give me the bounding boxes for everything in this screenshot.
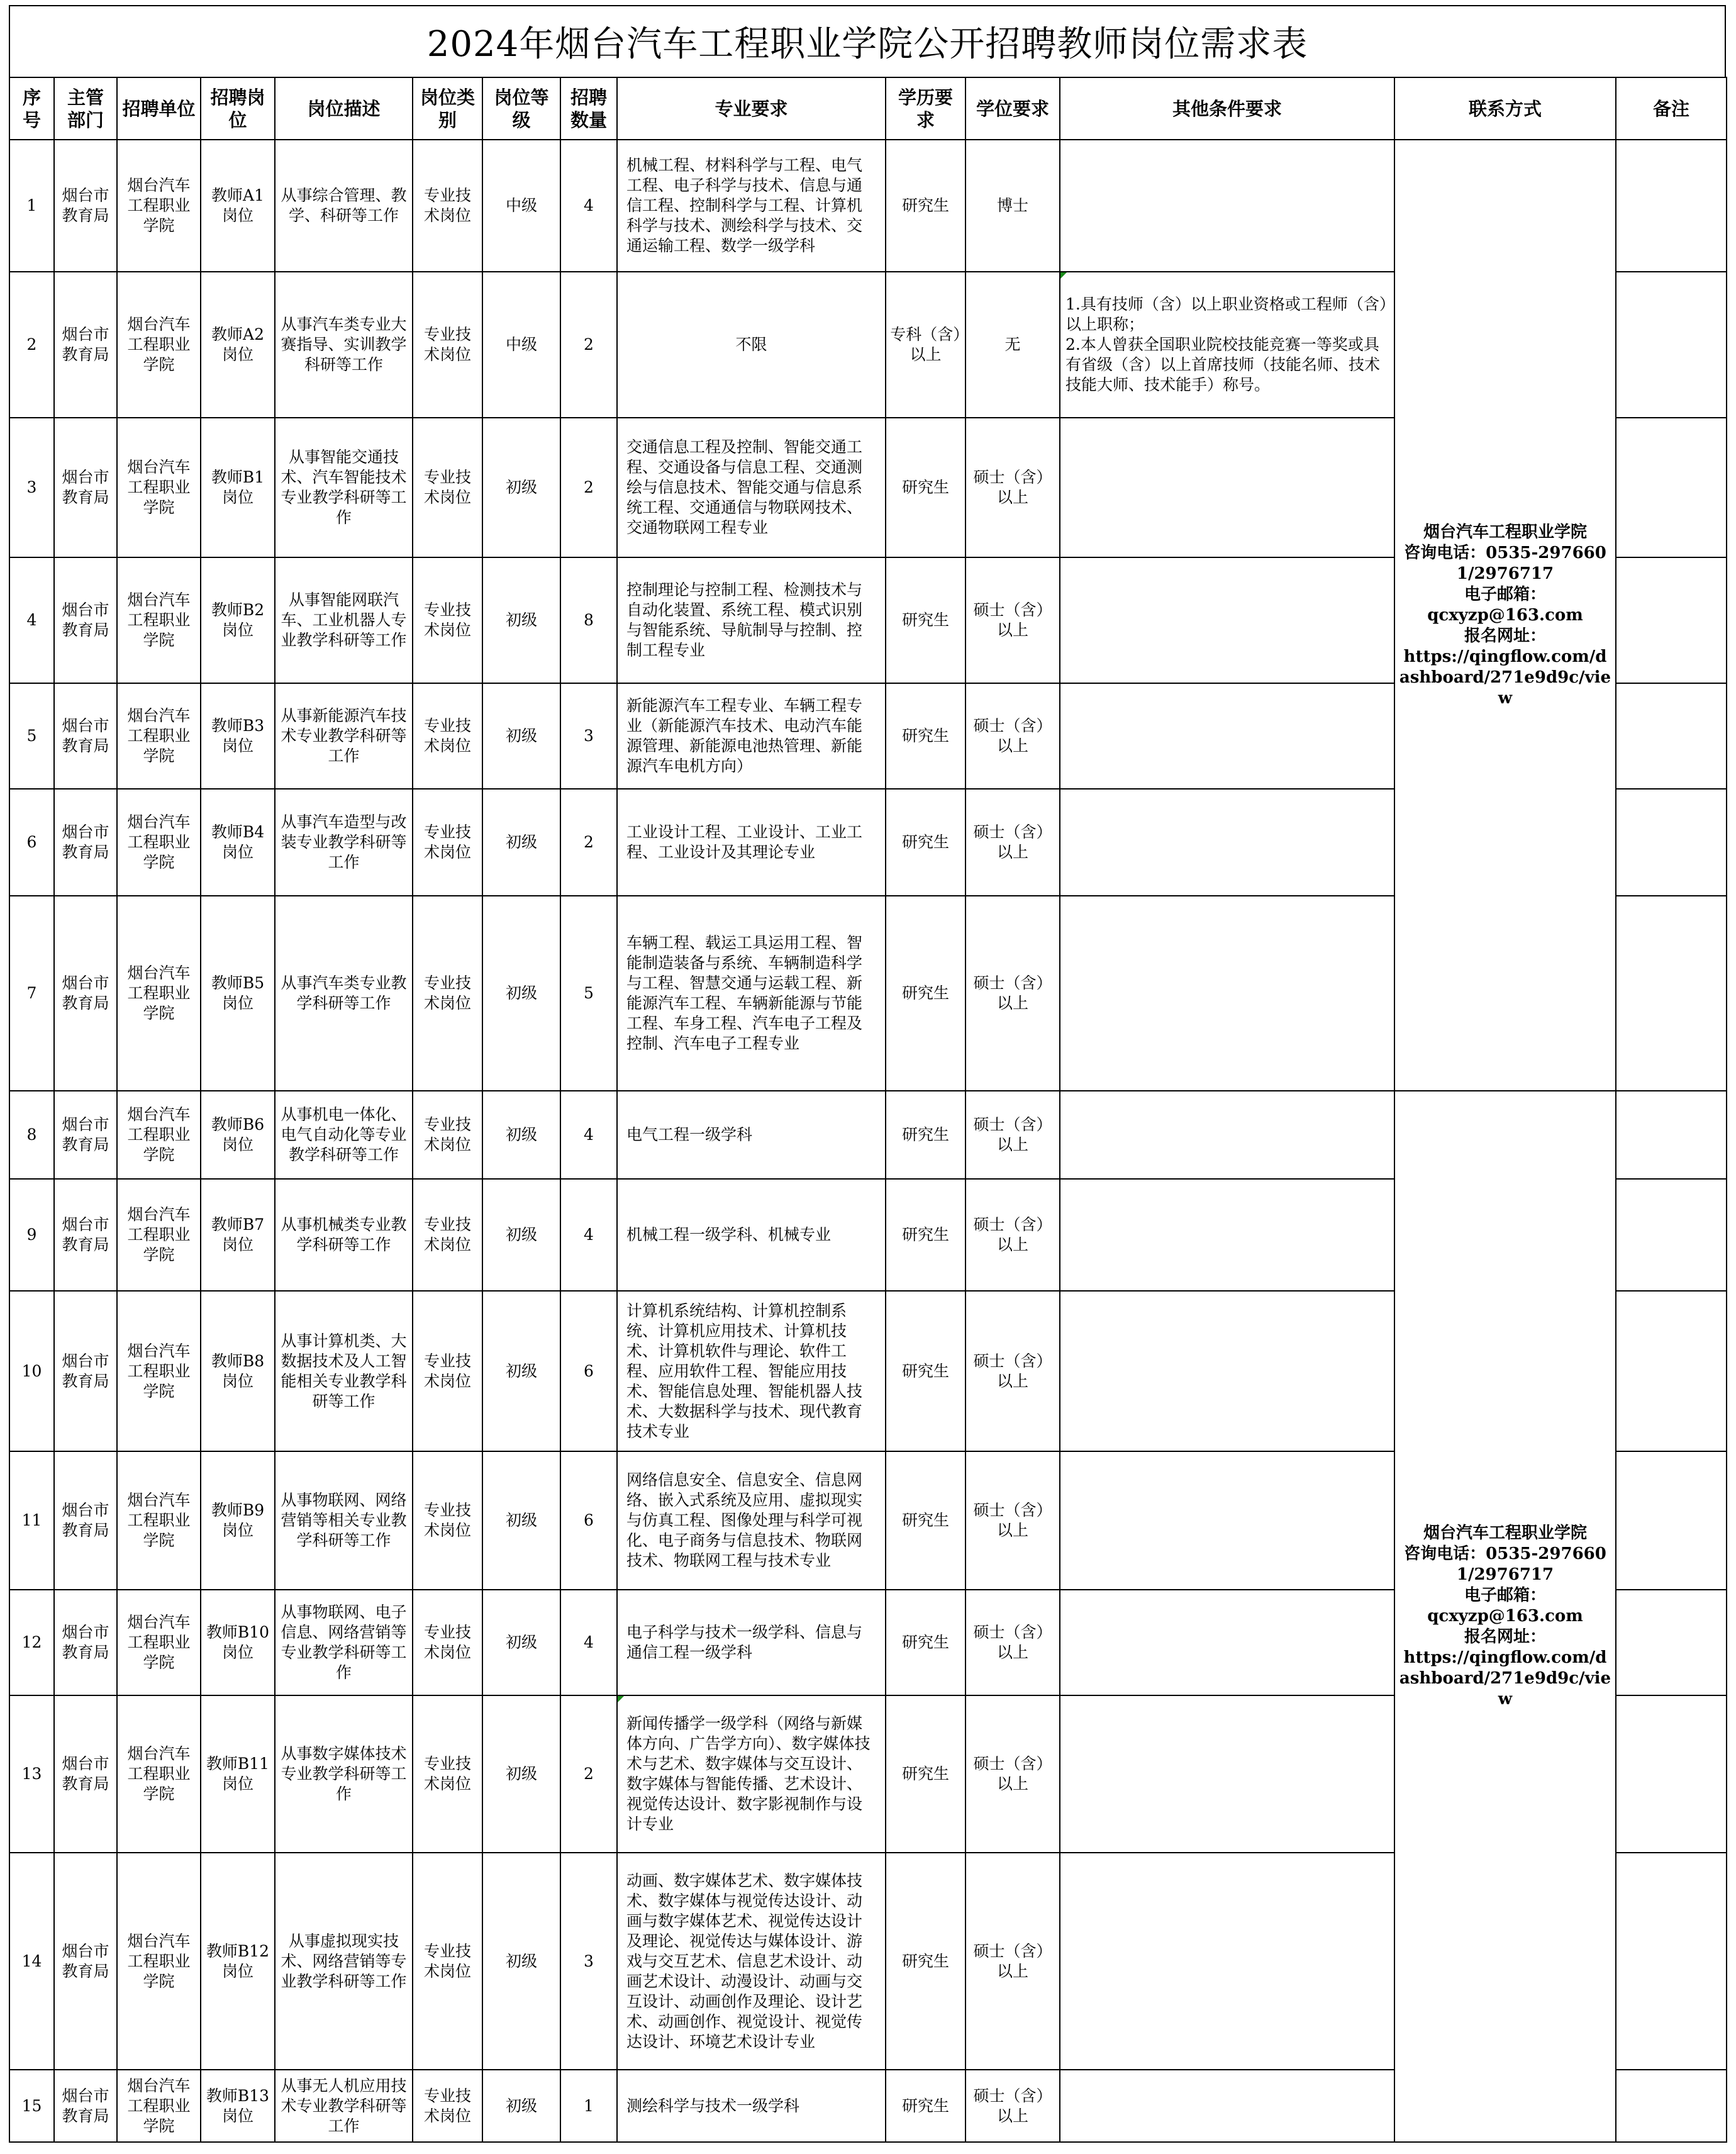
row-education: 研究生 (886, 789, 965, 896)
row-major: 动画、数字媒体艺术、数字媒体技术、数字媒体与视觉传达设计、动画与数字媒体艺术、视觉传达设计及理论、视觉传达与媒体设计、游戏与交互艺术、信息艺术设计、动画艺术设计、动漫设计、动画与交互设计、动画创作及理论、设计艺术、动画创作、视觉设计、视觉传达设计、环境艺术设计专业 (617, 1853, 886, 2070)
row-department: 烟台市教育局 (54, 1853, 117, 2070)
row-description: 从事汽车造型与改装专业教学科研等工作 (275, 789, 413, 896)
header-education: 学历要求 (886, 77, 965, 140)
row-department: 烟台市教育局 (54, 418, 117, 557)
header-major: 专业要求 (617, 77, 886, 140)
row-major: 不限 (617, 272, 886, 418)
row-degree: 硕士（含）以上 (965, 896, 1060, 1091)
row-remark (1616, 1853, 1727, 2070)
table-row (9, 1091, 1727, 1179)
row-education: 研究生 (886, 418, 965, 557)
row-number: 3 (9, 418, 54, 557)
row-number: 8 (9, 1091, 54, 1179)
row-description: 从事物联网、网络营销等相关专业教学科研等工作 (275, 1451, 413, 1590)
header-desc: 岗位描述 (275, 77, 413, 140)
row-unit: 烟台汽车工程职业学院 (117, 896, 201, 1091)
row-unit: 烟台汽车工程职业学院 (117, 1853, 201, 2070)
row-post: 教师B12岗位 (201, 1853, 275, 2070)
other-conditions-empty (1060, 557, 1394, 683)
row-major: 电气工程一级学科 (617, 1091, 886, 1179)
row-level: 初级 (482, 1451, 560, 1590)
row-major: 新闻传播学一级学科（网络与新媒体方向、广告学方向）、数字媒体技术与艺术、数字媒体与交互设计、数字媒体与智能传播、艺术设计、视觉传达设计、数字影视制作与设计专业 (617, 1695, 886, 1853)
row-count: 6 (560, 1291, 617, 1451)
row-count: 3 (560, 683, 617, 789)
row-education: 研究生 (886, 1695, 965, 1853)
row-remark (1616, 1451, 1727, 1590)
row-count: 1 (560, 2070, 617, 2142)
row-remark (1616, 1291, 1727, 1451)
contact-line1: 烟台汽车工程职业学院 (1423, 1524, 1587, 1543)
row-number: 15 (9, 2070, 54, 2142)
row-description: 从事计算机类、大数据技术及人工智能相关专业教学科研等工作 (275, 1291, 413, 1451)
row-department: 烟台市教育局 (54, 1451, 117, 1590)
header-unit: 招聘单位 (117, 77, 201, 140)
contact-line4: qcxyzp@163.com (1427, 1607, 1583, 1626)
contact-line3: 电子邮箱： (1464, 584, 1546, 604)
row-major: 机械工程、材料科学与工程、电气工程、电子科学与技术、信息与通信工程、控制科学与工程、计算机科学与技术、测绘科学与技术、交通运输工程、数学一级学科 (617, 140, 886, 272)
row-count: 4 (560, 1590, 617, 1695)
row-category: 专业技术岗位 (413, 2070, 482, 2142)
row-degree: 硕士（含）以上 (965, 1179, 1060, 1291)
row-department: 烟台市教育局 (54, 789, 117, 896)
row-major: 交通信息工程及控制、智能交通工程、交通设备与信息工程、交通测绘与信息技术、智能交通与信息系统工程、交通通信与物联网技术、交通物联网工程专业 (617, 418, 886, 557)
row-degree: 无 (965, 272, 1060, 418)
row-level: 中级 (482, 140, 560, 272)
row-level: 中级 (482, 272, 560, 418)
row-post: 教师B5岗位 (201, 896, 275, 1091)
contact-block (1399, 1523, 1611, 1710)
row-count: 2 (560, 418, 617, 557)
row-level: 初级 (482, 1590, 560, 1695)
row-degree: 硕士（含）以上 (965, 1853, 1060, 2070)
contact-block (1399, 522, 1611, 709)
row-level: 初级 (482, 789, 560, 896)
row-category: 专业技术岗位 (413, 1091, 482, 1179)
row-category: 专业技术岗位 (413, 272, 482, 418)
other-conditions-empty (1060, 1590, 1394, 1695)
header-dept: 主管部门 (54, 77, 117, 140)
row-degree: 硕士（含）以上 (965, 1291, 1060, 1451)
row-education: 研究生 (886, 1853, 965, 2070)
row-description: 从事机电一体化、电气自动化等专业教学科研等工作 (275, 1091, 413, 1179)
other-conditions-empty (1060, 140, 1394, 272)
row-count: 4 (560, 1091, 617, 1179)
row-level: 初级 (482, 1291, 560, 1451)
row-department: 烟台市教育局 (54, 896, 117, 1091)
row-category: 专业技术岗位 (413, 1291, 482, 1451)
row-education: 研究生 (886, 557, 965, 683)
row-number: 1 (9, 140, 54, 272)
header-degree: 学位要求 (965, 77, 1060, 140)
contact-line3: 电子邮箱： (1464, 1586, 1546, 1605)
row-major: 工业设计工程、工业设计、工业工程、工业设计及其理论专业 (617, 789, 886, 896)
row-post: 教师B1岗位 (201, 418, 275, 557)
row-category: 专业技术岗位 (413, 789, 482, 896)
row-remark (1616, 272, 1727, 418)
row-category: 专业技术岗位 (413, 418, 482, 557)
row-remark (1616, 896, 1727, 1091)
row-description: 从事虚拟现实技术、网络营销等专业教学科研等工作 (275, 1853, 413, 2070)
row-department: 烟台市教育局 (54, 1590, 117, 1695)
contact-line4: qcxyzp@163.com (1427, 605, 1583, 625)
contact-line5: 报名网址： (1464, 1627, 1546, 1646)
row-level: 初级 (482, 557, 560, 683)
row-department: 烟台市教育局 (54, 2070, 117, 2142)
row-education: 研究生 (886, 896, 965, 1091)
row-remark (1616, 1590, 1727, 1695)
header-level: 岗位等级 (482, 77, 560, 140)
row-category: 专业技术岗位 (413, 1179, 482, 1291)
row-unit: 烟台汽车工程职业学院 (117, 272, 201, 418)
row-category: 专业技术岗位 (413, 896, 482, 1091)
row-category: 专业技术岗位 (413, 140, 482, 272)
row-remark (1616, 2070, 1727, 2142)
row-post: 教师A2岗位 (201, 272, 275, 418)
other-conditions-empty (1060, 2070, 1394, 2142)
row-education: 研究生 (886, 1590, 965, 1695)
row-education: 研究生 (886, 140, 965, 272)
row-unit: 烟台汽车工程职业学院 (117, 789, 201, 896)
row-department: 烟台市教育局 (54, 1091, 117, 1179)
row-degree: 硕士（含）以上 (965, 683, 1060, 789)
row-department: 烟台市教育局 (54, 1179, 117, 1291)
row-level: 初级 (482, 896, 560, 1091)
row-department: 烟台市教育局 (54, 683, 117, 789)
row-degree: 硕士（含）以上 (965, 1695, 1060, 1853)
row-unit: 烟台汽车工程职业学院 (117, 1451, 201, 1590)
row-number: 14 (9, 1853, 54, 2070)
header-row (9, 77, 1727, 140)
row-remark (1616, 1695, 1727, 1853)
row-category: 专业技术岗位 (413, 557, 482, 683)
row-number: 13 (9, 1695, 54, 1853)
row-education: 专科（含）以上 (886, 272, 965, 418)
row-level: 初级 (482, 2070, 560, 2142)
row-category: 专业技术岗位 (413, 1590, 482, 1695)
other-conditions-empty (1060, 1091, 1394, 1179)
row-unit: 烟台汽车工程职业学院 (117, 1590, 201, 1695)
row-count: 3 (560, 1853, 617, 2070)
row-department: 烟台市教育局 (54, 272, 117, 418)
row-remark (1616, 1091, 1727, 1179)
row-major: 计算机系统结构、计算机控制系统、计算机应用技术、计算机技术、计算机软件与理论、软件工程、应用软件工程、智能应用技术、智能信息处理、智能机器人技术、大数据科学与技术、现代教育技术专业 (617, 1291, 886, 1451)
row-major: 测绘科学与技术一级学科 (617, 2070, 886, 2142)
row-unit: 烟台汽车工程职业学院 (117, 683, 201, 789)
job-table (9, 77, 1727, 2143)
row-level: 初级 (482, 1091, 560, 1179)
row-post: 教师B7岗位 (201, 1179, 275, 1291)
row-unit: 烟台汽车工程职业学院 (117, 1091, 201, 1179)
row-category: 专业技术岗位 (413, 1695, 482, 1853)
row-department: 烟台市教育局 (54, 557, 117, 683)
row-unit: 烟台汽车工程职业学院 (117, 140, 201, 272)
row-post: 教师B11岗位 (201, 1695, 275, 1853)
row-post: 教师B2岗位 (201, 557, 275, 683)
row-major: 机械工程一级学科、机械专业 (617, 1179, 886, 1291)
other-conditions-empty (1060, 683, 1394, 789)
table-row (9, 140, 1727, 272)
row-post: 教师B10岗位 (201, 1590, 275, 1695)
other-conditions-empty (1060, 896, 1394, 1091)
row-level: 初级 (482, 683, 560, 789)
row-count: 8 (560, 557, 617, 683)
row-post: 教师B4岗位 (201, 789, 275, 896)
row-post: 教师B13岗位 (201, 2070, 275, 2142)
other-conditions-empty (1060, 1695, 1394, 1853)
header-category: 岗位类别 (413, 77, 482, 140)
contact-line2: 咨询电话：0535-2976601/2976717 (1404, 543, 1606, 583)
row-number: 11 (9, 1451, 54, 1590)
recruitment-sheet (9, 5, 1726, 2143)
row-description: 从事数字媒体技术专业教学科研等工作 (275, 1695, 413, 1853)
other-conditions-empty (1060, 1451, 1394, 1590)
row-number: 6 (9, 789, 54, 896)
row-number: 4 (9, 557, 54, 683)
row-education: 研究生 (886, 2070, 965, 2142)
row-major: 控制理论与控制工程、检测技术与自动化装置、系统工程、模式识别与智能系统、导航制导与控制、控制工程专业 (617, 557, 886, 683)
row-education: 研究生 (886, 1179, 965, 1291)
row-degree: 博士 (965, 140, 1060, 272)
row-number: 12 (9, 1590, 54, 1695)
row-number: 5 (9, 683, 54, 789)
row-description: 从事汽车类专业大赛指导、实训教学科研等工作 (275, 272, 413, 418)
row-unit: 烟台汽车工程职业学院 (117, 2070, 201, 2142)
row-department: 烟台市教育局 (54, 1695, 117, 1853)
row-number: 2 (9, 272, 54, 418)
row-unit: 烟台汽车工程职业学院 (117, 1291, 201, 1451)
other-conditions: 1.具有技师（含）以上职业资格或工程师（含）以上职称； 2.本人曾获全国职业院校技能竞赛一等奖或具有省级（含）以上首席技师（技能名师、技术技能大师、技术能手）称号。 (1060, 272, 1394, 418)
contact-line5: 报名网址： (1464, 626, 1546, 645)
row-major: 网络信息安全、信息安全、信息网络、嵌入式系统及应用、虚拟现实与仿真工程、图像处理与科学可视化、电子商务与信息技术、物联网技术、物联网工程与技术专业 (617, 1451, 886, 1590)
row-unit: 烟台汽车工程职业学院 (117, 418, 201, 557)
row-post: 教师B8岗位 (201, 1291, 275, 1451)
row-post: 教师B6岗位 (201, 1091, 275, 1179)
row-post: 教师B3岗位 (201, 683, 275, 789)
row-remark (1616, 140, 1727, 272)
contact-line6: https://qingflow.com/dashboard/271e9d9c/view (1399, 1648, 1611, 1709)
row-degree: 硕士（含）以上 (965, 418, 1060, 557)
row-remark (1616, 683, 1727, 789)
row-number: 9 (9, 1179, 54, 1291)
row-remark (1616, 789, 1727, 896)
row-category: 专业技术岗位 (413, 1451, 482, 1590)
row-description: 从事汽车类专业教学科研等工作 (275, 896, 413, 1091)
row-category: 专业技术岗位 (413, 683, 482, 789)
row-description: 从事机械类专业教学科研等工作 (275, 1179, 413, 1291)
row-number: 10 (9, 1291, 54, 1451)
header-post: 招聘岗位 (201, 77, 275, 140)
row-category: 专业技术岗位 (413, 1853, 482, 2070)
row-count: 4 (560, 140, 617, 272)
row-unit: 烟台汽车工程职业学院 (117, 1179, 201, 1291)
row-post: 教师B9岗位 (201, 1451, 275, 1590)
row-level: 初级 (482, 1695, 560, 1853)
row-count: 5 (560, 896, 617, 1091)
row-count: 2 (560, 1695, 617, 1853)
row-department: 烟台市教育局 (54, 1291, 117, 1451)
row-number: 7 (9, 896, 54, 1091)
row-education: 研究生 (886, 1291, 965, 1451)
header-other: 其他条件要求 (1060, 77, 1394, 140)
row-level: 初级 (482, 1853, 560, 2070)
row-major: 电子科学与技术一级学科、信息与通信工程一级学科 (617, 1590, 886, 1695)
row-description: 从事智能网联汽车、工业机器人专业教学科研等工作 (275, 557, 413, 683)
row-count: 2 (560, 272, 617, 418)
row-level: 初级 (482, 1179, 560, 1291)
row-degree: 硕士（含）以上 (965, 1091, 1060, 1179)
contact-line2: 咨询电话：0535-2976601/2976717 (1404, 1544, 1606, 1584)
row-unit: 烟台汽车工程职业学院 (117, 1695, 201, 1853)
row-department: 烟台市教育局 (54, 140, 117, 272)
row-count: 6 (560, 1451, 617, 1590)
other-conditions-empty (1060, 1179, 1394, 1291)
row-level: 初级 (482, 418, 560, 557)
row-education: 研究生 (886, 683, 965, 789)
header-remark: 备注 (1616, 77, 1727, 140)
row-degree: 硕士（含）以上 (965, 2070, 1060, 2142)
row-degree: 硕士（含）以上 (965, 1590, 1060, 1695)
row-remark (1616, 418, 1727, 557)
contact-info (1394, 140, 1616, 1091)
row-degree: 硕士（含）以上 (965, 1451, 1060, 1590)
row-remark (1616, 557, 1727, 683)
row-major: 车辆工程、载运工具运用工程、智能制造装备与系统、车辆制造科学与工程、智慧交通与运载工程、新能源汽车工程、车辆新能源与节能工程、车身工程、汽车电子工程及控制、汽车电子工程专业 (617, 896, 886, 1091)
row-education: 研究生 (886, 1091, 965, 1179)
row-description: 从事物联网、电子信息、网络营销等专业教学科研等工作 (275, 1590, 413, 1695)
header-count: 招聘数量 (560, 77, 617, 140)
row-post: 教师A1岗位 (201, 140, 275, 272)
row-degree: 硕士（含）以上 (965, 789, 1060, 896)
row-description: 从事无人机应用技术专业教学科研等工作 (275, 2070, 413, 2142)
other-conditions-empty (1060, 418, 1394, 557)
other-conditions-empty (1060, 1853, 1394, 2070)
header-contact: 联系方式 (1394, 77, 1616, 140)
row-degree: 硕士（含）以上 (965, 557, 1060, 683)
row-description: 从事智能交通技术、汽车智能技术专业教学科研等工作 (275, 418, 413, 557)
row-remark (1616, 1179, 1727, 1291)
other-conditions-empty (1060, 1291, 1394, 1451)
row-description: 从事综合管理、教学、科研等工作 (275, 140, 413, 272)
row-major: 新能源汽车工程专业、车辆工程专业（新能源汽车技术、电动汽车能源管理、新能源电池热管理、新能源汽车电机方向） (617, 683, 886, 789)
row-education: 研究生 (886, 1451, 965, 1590)
row-count: 4 (560, 1179, 617, 1291)
row-description: 从事新能源汽车技术专业教学科研等工作 (275, 683, 413, 789)
page-title: 2024年烟台汽车工程职业学院公开招聘教师岗位需求表 (9, 5, 1726, 77)
contact-line6: https://qingflow.com/dashboard/271e9d9c/view (1399, 647, 1611, 708)
contact-line1: 烟台汽车工程职业学院 (1423, 522, 1587, 542)
row-count: 2 (560, 789, 617, 896)
other-conditions-empty (1060, 789, 1394, 896)
row-unit: 烟台汽车工程职业学院 (117, 557, 201, 683)
header-no: 序号 (9, 77, 54, 140)
contact-info (1394, 1091, 1616, 2142)
